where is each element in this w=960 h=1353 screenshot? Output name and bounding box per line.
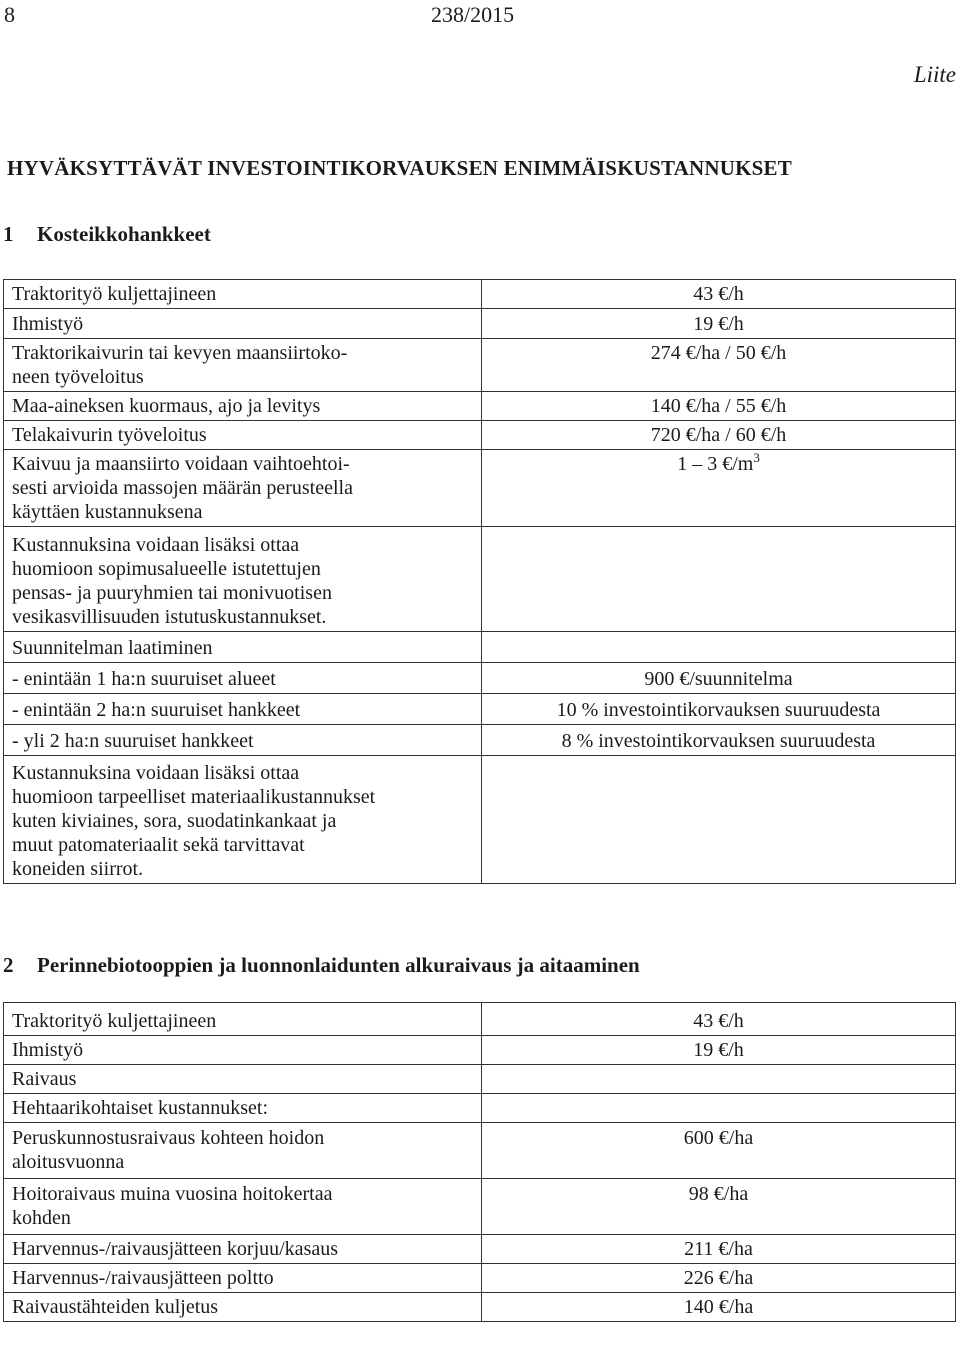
cost-item-cell <box>4 1235 482 1264</box>
table-row <box>4 1003 956 1036</box>
cost-item-line: huomioon tarpeelliset materiaalikustannukset <box>12 786 376 808</box>
cost-item-cell <box>4 339 482 392</box>
cost-value-cell <box>482 1293 956 1322</box>
cost-value: 43 €/h <box>693 283 744 305</box>
document-title: HYVÄKSYTTÄVÄT INVESTOINTIKORVAUKSEN ENIMMÄISKUSTANNUKSET <box>7 156 792 180</box>
section-title: Kosteikkohankkeet <box>37 222 211 246</box>
cost-item-cell <box>4 725 482 756</box>
cost-value-cell <box>482 1065 956 1094</box>
cost-item-cell <box>4 1036 482 1065</box>
cost-item-line: käyttäen kustannuksena <box>12 501 203 523</box>
table-row <box>4 694 956 725</box>
cost-item-line: neen työveloitus <box>12 366 144 388</box>
cost-item-line: Raivaus <box>12 1068 77 1090</box>
cost-item-line: Maa-aineksen kuormaus, ajo ja levitys <box>12 395 321 417</box>
cost-item-line: huomioon sopimusalueelle istutettujen <box>12 558 321 580</box>
cost-item-line: Traktorityö kuljettajineen <box>12 283 217 305</box>
appendix-label: Liite <box>913 62 956 87</box>
table-row <box>4 1094 956 1123</box>
cost-item-line: pensas- ja puuryhmien tai monivuotisen <box>12 582 332 604</box>
cost-value: 1 – 3 €/m <box>677 453 754 475</box>
cost-value-cell <box>482 1264 956 1293</box>
unit-exponent: 3 <box>753 450 760 465</box>
cost-item-cell <box>4 1094 482 1123</box>
cost-value: 720 €/ha / 60 €/h <box>650 424 787 446</box>
cost-item-line: Kustannuksina voidaan lisäksi ottaa <box>12 534 300 556</box>
cost-value: 19 €/h <box>693 313 744 335</box>
table-row <box>4 663 956 694</box>
cost-value: 140 €/ha / 55 €/h <box>650 395 787 417</box>
cost-value-cell <box>482 339 956 392</box>
cost-value-cell <box>482 663 956 694</box>
cost-item-line: Suunnitelman laatiminen <box>12 637 213 659</box>
cost-item-line: muut patomateriaalit sekä tarvittavat <box>12 834 305 856</box>
cost-item-cell <box>4 1123 482 1179</box>
cost-item-cell <box>4 392 482 421</box>
cost-item-cell <box>4 421 482 450</box>
cost-item-line: Hehtaarikohtaiset kustannukset: <box>12 1097 269 1119</box>
cost-item-cell <box>4 1293 482 1322</box>
cost-item-cell <box>4 309 482 339</box>
table-row <box>4 1065 956 1094</box>
cost-value: 19 €/h <box>693 1039 744 1061</box>
section-number: 1 <box>3 222 14 246</box>
cost-value: 211 €/ha <box>684 1238 753 1260</box>
cost-item-cell <box>4 527 482 632</box>
cost-value-cell <box>482 725 956 756</box>
cost-value: 8 % investointikorvauksen suuruudesta <box>561 730 876 752</box>
cost-item-line: Peruskunnostusraivaus kohteen hoidon <box>12 1127 325 1149</box>
cost-item-line: Kaivuu ja maansiirto voidaan vaihtoehtoi- <box>12 453 350 475</box>
cost-item-line: Ihmistyö <box>12 313 84 335</box>
cost-value-cell <box>482 632 956 663</box>
table-row <box>4 1293 956 1322</box>
cost-item-cell <box>4 280 482 309</box>
cost-value-cell <box>482 756 956 884</box>
section-number: 2 <box>3 953 14 977</box>
cost-item-cell <box>4 756 482 884</box>
cost-item-cell <box>4 1065 482 1094</box>
issue-number: 238/2015 <box>431 2 515 27</box>
cost-item-line: Ihmistyö <box>12 1039 84 1061</box>
cost-item-cell <box>4 1264 482 1293</box>
cost-item-line: Traktorikaivurin tai kevyen maansiirtoko- <box>12 342 348 364</box>
cost-value-cell <box>482 1036 956 1065</box>
cost-item-line: kuten kiviaines, sora, suodatinkankaat ja <box>12 810 337 832</box>
cost-item-line: Telakaivurin työveloitus <box>12 424 207 446</box>
cost-value-cell <box>482 450 956 527</box>
table-row <box>4 725 956 756</box>
cost-value-cell <box>482 527 956 632</box>
table-row <box>4 1235 956 1264</box>
cost-value: 98 €/ha <box>688 1183 749 1205</box>
cost-item-line: sesti arvioida massojen määrän perusteella <box>12 477 353 499</box>
cost-value-cell <box>482 694 956 725</box>
cost-item-line: - yli 2 ha:n suuruiset hankkeet <box>12 730 254 752</box>
cost-value: 226 €/ha <box>683 1267 754 1289</box>
cost-value: 274 €/ha / 50 €/h <box>650 342 787 364</box>
cost-table-biotopes <box>3 1002 956 1322</box>
table-row <box>4 280 956 309</box>
cost-value: 43 €/h <box>693 1010 744 1032</box>
table-row <box>4 1264 956 1293</box>
cost-value-cell <box>482 309 956 339</box>
cost-item-line: Harvennus-/raivausjätteen poltto <box>12 1267 274 1289</box>
cost-value: 140 €/ha <box>683 1296 754 1318</box>
cost-item-cell <box>4 450 482 527</box>
section-2-heading <box>3 953 640 978</box>
table-row <box>4 1179 956 1235</box>
cost-item-line: Hoitoraivaus muina vuosina hoitokertaa <box>12 1183 333 1205</box>
cost-value-cell <box>482 1235 956 1264</box>
cost-value: 10 % investointikorvauksen suuruudesta <box>556 699 881 721</box>
cost-item-cell <box>4 694 482 725</box>
cost-item-cell <box>4 663 482 694</box>
cost-item-line: kohden <box>12 1207 71 1229</box>
table-row <box>4 339 956 392</box>
cost-item-line: koneiden siirrot. <box>12 858 144 880</box>
cost-value-cell <box>482 421 956 450</box>
table-row <box>4 1123 956 1179</box>
cost-item-line: - enintään 1 ha:n suuruiset alueet <box>12 668 276 690</box>
table-row <box>4 756 956 884</box>
cost-item-line: Traktorityö kuljettajineen <box>12 1010 217 1032</box>
cost-value-cell <box>482 1003 956 1036</box>
cost-item-cell <box>4 632 482 663</box>
cost-value-cell <box>482 392 956 421</box>
cost-item-line: - enintään 2 ha:n suuruiset hankkeet <box>12 699 301 721</box>
cost-value: 900 €/suunnitelma <box>644 668 793 690</box>
cost-item-cell <box>4 1003 482 1036</box>
table-row <box>4 527 956 632</box>
section-1-heading <box>3 222 211 247</box>
table-row <box>4 632 956 663</box>
cost-value: 600 €/ha <box>683 1127 754 1149</box>
table-row <box>4 1036 956 1065</box>
table-row <box>4 309 956 339</box>
cost-table-wetlands <box>3 279 956 884</box>
cost-value-cell <box>482 1094 956 1123</box>
section-title: Perinnebiotooppien ja luonnonlaidunten alkuraivaus ja aitaaminen <box>37 953 640 977</box>
cost-item-cell <box>4 1179 482 1235</box>
cost-item-line: aloitusvuonna <box>12 1151 125 1173</box>
cost-item-line: Raivaustähteiden kuljetus <box>12 1296 219 1318</box>
table-row <box>4 392 956 421</box>
table-row <box>4 421 956 450</box>
cost-item-line: Harvennus-/raivausjätteen korjuu/kasaus <box>12 1238 339 1260</box>
cost-value-cell <box>482 280 956 309</box>
table-row <box>4 450 956 527</box>
cost-value-cell <box>482 1179 956 1235</box>
cost-value-cell <box>482 1123 956 1179</box>
cost-item-line: Kustannuksina voidaan lisäksi ottaa <box>12 762 300 784</box>
cost-item-line: vesikasvillisuuden istutuskustannukset. <box>12 606 327 628</box>
page-number: 8 <box>4 2 15 27</box>
